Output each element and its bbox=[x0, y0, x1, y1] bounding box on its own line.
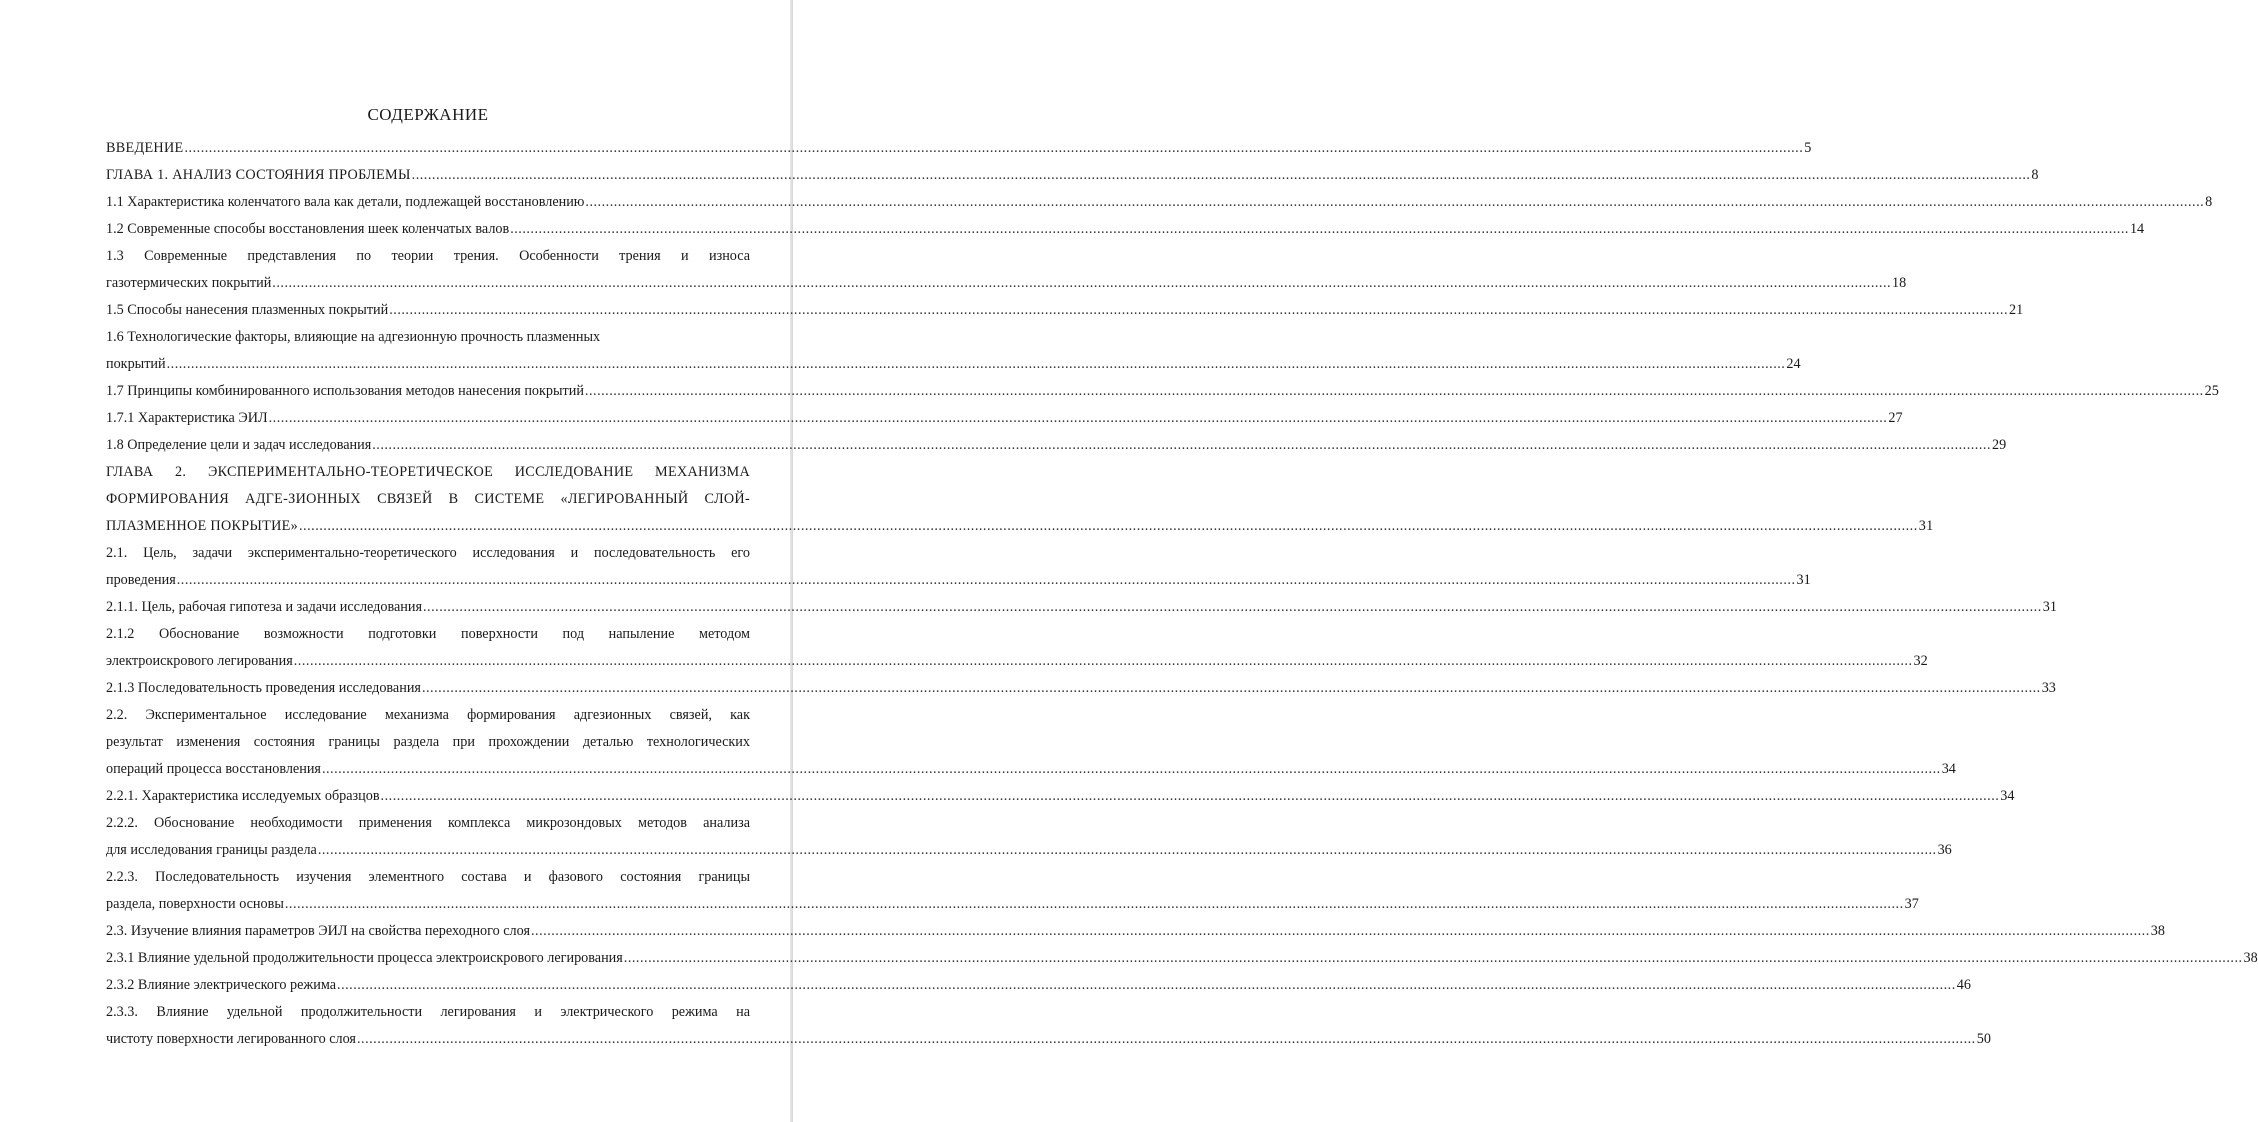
dot-leader: ................................................................................................................................................................................................................................................................................................................................................................................................................ bbox=[293, 653, 1913, 669]
dot-leader: ................................................................................................................................................................................................................................................................................................................................................................................................................ bbox=[272, 275, 1892, 291]
toc-entry-text: ПЛАЗМЕННОЕ ПОКРЫТИЕ» bbox=[106, 518, 298, 534]
toc-entry-text: покрытий bbox=[106, 356, 166, 372]
toc-entry-line bbox=[106, 1026, 1991, 1053]
toc-entry-line bbox=[106, 513, 1934, 540]
toc-page-number: 5 bbox=[1804, 140, 1812, 156]
dot-leader: ................................................................................................................................................................................................................................................................................................................................................................................................................ bbox=[421, 680, 2041, 696]
toc-entry-text: 1.7.1 Характеристика ЭИЛ bbox=[106, 410, 268, 426]
dot-leader: ................................................................................................................................................................................................................................................................................................................................................................................................................ bbox=[623, 950, 2243, 966]
dot-leader: ................................................................................................................................................................................................................................................................................................................................................................................................................ bbox=[389, 302, 2008, 318]
toc-entry-text: 2.3.1 Влияние удельной продолжительности процесса электроискрового легирования bbox=[106, 950, 623, 966]
toc-page-number: 34 bbox=[1941, 761, 1956, 777]
page-title: СОДЕРЖАНИЕ bbox=[367, 105, 489, 124]
toc-entry-text: чистоту поверхности легированного слоя bbox=[106, 1031, 356, 1047]
dot-leader: ................................................................................................................................................................................................................................................................................................................................................................................................................ bbox=[184, 140, 1804, 156]
toc-entry-text: операций процесса восстановления bbox=[106, 761, 321, 777]
toc-entry-line bbox=[106, 216, 2145, 243]
toc-entry[interactable] bbox=[106, 972, 1971, 999]
toc-entry[interactable] bbox=[106, 783, 2015, 810]
toc-page-number: 36 bbox=[1937, 842, 1952, 858]
dot-leader: ................................................................................................................................................................................................................................................................................................................................................................................................................ bbox=[423, 599, 2042, 615]
toc-page-number: 34 bbox=[2000, 788, 2015, 804]
toc-entry[interactable] bbox=[106, 216, 2145, 243]
toc-entry-line bbox=[106, 405, 1903, 432]
toc-entry-text: раздела, поверхности основы bbox=[106, 896, 284, 912]
dot-leader: ................................................................................................................................................................................................................................................................................................................................................................................................................ bbox=[356, 1031, 1976, 1047]
toc-page-number: 29 bbox=[1991, 437, 2007, 453]
dot-leader: ................................................................................................................................................................................................................................................................................................................................................................................................................ bbox=[299, 518, 1918, 534]
toc-page-number: 38 bbox=[2150, 923, 2165, 939]
toc-entry-line bbox=[106, 756, 1956, 783]
toc-entry-text: 2.1.2 Обоснование возможности подготовки поверхности под напыление методом bbox=[106, 626, 750, 642]
toc-entry[interactable] bbox=[106, 378, 2219, 405]
toc-entry-text: ГЛАВА 2. ЭКСПЕРИМЕНТАЛЬНО-ТЕОРЕТИЧЕСКОЕ ИССЛЕДОВАНИЕ МЕХАНИЗМА bbox=[106, 464, 750, 480]
toc-entry-line bbox=[106, 378, 2219, 405]
toc-entry[interactable] bbox=[106, 432, 2007, 459]
toc-entry-text: 1.2 Современные способы восстановления шеек коленчатых валов bbox=[106, 221, 510, 237]
toc-entry[interactable] bbox=[106, 324, 1801, 378]
toc-page-number: 14 bbox=[2129, 221, 2145, 237]
toc-entry-line bbox=[106, 783, 2015, 810]
toc-entry-text: 1.7 Принципы комбинированного использования методов нанесения покрытий bbox=[106, 383, 584, 399]
toc-list bbox=[106, 135, 2258, 1053]
toc-entry-text: 2.2.1. Характеристика исследуемых образцов bbox=[106, 788, 380, 804]
toc-page-number: 8 bbox=[2031, 167, 2039, 183]
toc-entry-text: ФОРМИРОВАНИЯ АДГЕ-ЗИОННЫХ СВЯЗЕЙ В СИСТЕМЕ «ЛЕГИРОВАННЫЙ СЛОЙ- bbox=[106, 491, 750, 507]
toc-entry-line bbox=[106, 351, 1801, 378]
toc-entry-line bbox=[106, 594, 2057, 621]
toc-entry-text: 2.1.1. Цель, рабочая гипотеза и задачи исследования bbox=[106, 599, 422, 615]
toc-entry-text: 2.3. Изучение влияния параметров ЭИЛ на свойства переходного слоя bbox=[106, 923, 530, 939]
toc-entry[interactable] bbox=[106, 459, 1934, 540]
toc-entry-line bbox=[106, 972, 1971, 999]
toc-page-number: 21 bbox=[2008, 302, 2024, 318]
toc-entry[interactable] bbox=[106, 162, 2039, 189]
toc-entry[interactable] bbox=[106, 675, 2056, 702]
toc-entry[interactable] bbox=[106, 540, 1811, 594]
toc-page-number: 31 bbox=[2042, 599, 2057, 615]
dot-leader: ................................................................................................................................................................................................................................................................................................................................................................................................................ bbox=[585, 194, 2205, 210]
dot-leader: ................................................................................................................................................................................................................................................................................................................................................................................................................ bbox=[166, 356, 1786, 372]
toc-page-number: 46 bbox=[1956, 977, 1971, 993]
toc-entry-text: электроискрового легирования bbox=[106, 653, 293, 669]
dot-leader: ................................................................................................................................................................................................................................................................................................................................................................................................................ bbox=[321, 761, 1941, 777]
toc-entry-text: 2.2.2. Обоснование необходимости применения комплекса микрозондовых методов анализа bbox=[106, 815, 750, 831]
toc-page-number: 27 bbox=[1888, 410, 1903, 426]
toc-entry-text: 1.5 Способы нанесения плазменных покрытий bbox=[106, 302, 389, 318]
toc-entry-text: проведения bbox=[106, 572, 176, 588]
toc-page-number: 33 bbox=[2041, 680, 2056, 696]
toc-entry-text: 2.1. Цель, задачи экспериментально-теоретического исследования и последовательность его bbox=[106, 545, 750, 561]
toc-entry-text: ВВЕДЕНИЕ bbox=[106, 140, 184, 156]
toc-entry-line bbox=[106, 891, 1919, 918]
dot-leader: ................................................................................................................................................................................................................................................................................................................................................................................................................ bbox=[531, 923, 2150, 939]
toc-entry-line bbox=[106, 567, 1811, 594]
toc-page-number: 25 bbox=[2204, 383, 2219, 399]
toc-entry[interactable] bbox=[106, 918, 2165, 945]
toc-entry-line bbox=[106, 432, 2007, 459]
dot-leader: ................................................................................................................................................................................................................................................................................................................................................................................................................ bbox=[284, 896, 1904, 912]
toc-entry[interactable] bbox=[106, 405, 1903, 432]
dot-leader: ................................................................................................................................................................................................................................................................................................................................................................................................................ bbox=[268, 410, 1888, 426]
toc-entry-text: ГЛАВА 1. АНАЛИЗ СОСТОЯНИЯ ПРОБЛЕМЫ bbox=[106, 167, 411, 183]
toc-entry-line bbox=[106, 270, 1907, 297]
toc-entry-line bbox=[106, 945, 2258, 972]
toc-entry[interactable] bbox=[106, 864, 1919, 918]
toc-entry[interactable] bbox=[106, 999, 1991, 1053]
toc-entry-text: 1.3 Современные представления по теории трения. Особенности трения и износа bbox=[106, 248, 750, 264]
toc-entry[interactable] bbox=[106, 945, 2258, 972]
dot-leader: ................................................................................................................................................................................................................................................................................................................................................................................................................ bbox=[411, 167, 2031, 183]
toc-entry[interactable] bbox=[106, 621, 1928, 675]
toc-entry-text: 2.3.2 Влияние электрического режима bbox=[106, 977, 337, 993]
toc-page-number: 31 bbox=[1918, 518, 1934, 534]
toc-entry-text: для исследования границы раздела bbox=[106, 842, 317, 858]
toc-entry[interactable] bbox=[106, 297, 2024, 324]
toc-entry[interactable] bbox=[106, 135, 1812, 162]
toc-entry-line bbox=[106, 162, 2039, 189]
toc-entry-text: газотермических покрытий bbox=[106, 275, 272, 291]
toc-entry[interactable] bbox=[106, 702, 1956, 783]
toc-entry[interactable] bbox=[106, 189, 2213, 216]
toc-page-number: 24 bbox=[1786, 356, 1801, 372]
toc-entry-line bbox=[106, 918, 2165, 945]
toc-entry-line bbox=[106, 189, 2213, 216]
toc-entry-line bbox=[106, 135, 1812, 162]
toc-entry-text: 2.2. Экспериментальное исследование механизма формирования адгезионных связей, как bbox=[106, 707, 750, 723]
toc-page-number: 8 bbox=[2205, 194, 2213, 210]
toc-page-number: 18 bbox=[1892, 275, 1907, 291]
toc-entry-text: результат изменения состояния границы раздела при прохождении деталью технологических bbox=[106, 734, 750, 750]
dot-leader: ................................................................................................................................................................................................................................................................................................................................................................................................................ bbox=[372, 437, 1991, 453]
toc-page-number: 50 bbox=[1976, 1031, 1991, 1047]
toc-entry-text: 2.1.3 Последовательность проведения исследования bbox=[106, 680, 421, 696]
dot-leader: ................................................................................................................................................................................................................................................................................................................................................................................................................ bbox=[584, 383, 2204, 399]
dot-leader: ................................................................................................................................................................................................................................................................................................................................................................................................................ bbox=[176, 572, 1796, 588]
toc-entry-text: 1.8 Определение цели и задач исследования bbox=[106, 437, 372, 453]
toc-entry-line bbox=[106, 297, 2024, 324]
toc-entry-line bbox=[106, 648, 1928, 675]
toc-entry[interactable] bbox=[106, 243, 1907, 297]
dot-leader: ................................................................................................................................................................................................................................................................................................................................................................................................................ bbox=[337, 977, 1956, 993]
toc-entry[interactable] bbox=[106, 594, 2057, 621]
toc-entry-text: 1.6 Технологические факторы, влияющие на адгезионную прочность плазменных bbox=[106, 329, 601, 345]
dot-leader: ................................................................................................................................................................................................................................................................................................................................................................................................................ bbox=[317, 842, 1937, 858]
toc-entry-text: 2.3.3. Влияние удельной продолжительности легирования и электрического режима на bbox=[106, 1004, 750, 1020]
toc-entry-text: 2.2.3. Последовательность изучения элементного состава и фазового состояния границы bbox=[106, 869, 750, 885]
toc-entry-line bbox=[106, 675, 2056, 702]
toc-entry-text: 1.1 Характеристика коленчатого вала как детали, подлежащей восстановлению bbox=[106, 194, 585, 210]
dot-leader: ................................................................................................................................................................................................................................................................................................................................................................................................................ bbox=[380, 788, 2000, 804]
table-of-contents bbox=[106, 104, 2258, 1053]
toc-page-number: 32 bbox=[1913, 653, 1928, 669]
dot-leader: ................................................................................................................................................................................................................................................................................................................................................................................................................ bbox=[510, 221, 2129, 237]
toc-page-number: 31 bbox=[1796, 572, 1811, 588]
toc-page-number: 38 bbox=[2243, 950, 2258, 966]
toc-entry[interactable] bbox=[106, 810, 1952, 864]
toc-page-number: 37 bbox=[1904, 896, 1919, 912]
toc-entry-line bbox=[106, 837, 1952, 864]
